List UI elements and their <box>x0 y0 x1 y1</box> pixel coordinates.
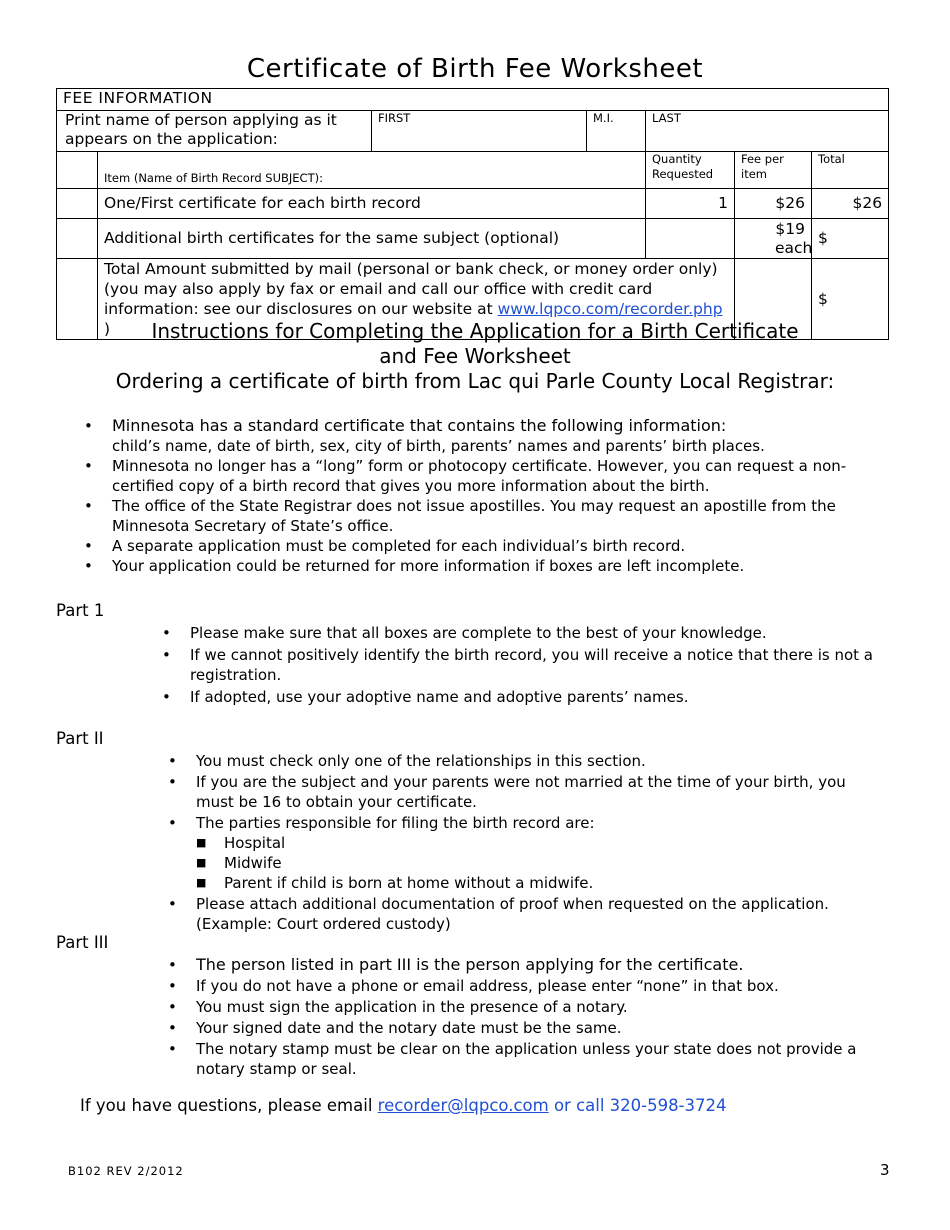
total-cell[interactable]: $26 <box>812 189 889 219</box>
instructions-heading-line2: and Fee Worksheet <box>379 344 571 368</box>
quantity-header: Quantity Requested <box>646 152 735 189</box>
form-revision-id: B102 REV 2/2012 <box>68 1164 184 1178</box>
total-amount-label: Total Amount submitted by mail <box>104 260 352 278</box>
item-cell: Additional birth certificates for the same subject (optional) <box>98 219 646 259</box>
list-item: • Minnesota has a standard certificate that contains the following information: child’s name, date of birth, sex, city of birth, parents’ names and parents’ birth places. <box>84 416 765 455</box>
list-item: ■ Hospital <box>196 834 286 852</box>
list-item: • The notary stamp must be clear on the application unless your state does not provide a notary stamp or seal. <box>168 1040 857 1078</box>
recorder-website-link[interactable]: www.lqpco.com/recorder.php <box>497 300 723 318</box>
item-header: Item (Name of Birth Record SUBJECT): <box>98 152 646 189</box>
part-1-bullet-list <box>162 623 880 707</box>
row-blank-cell <box>57 189 98 219</box>
fee-per-item-header: Fee per item <box>735 152 812 189</box>
middle-initial-field[interactable] <box>587 111 646 152</box>
recorder-email-link[interactable]: recorder@lqpco.com <box>377 1096 549 1115</box>
quantity-cell[interactable] <box>646 219 735 259</box>
fee-cell: $19 each <box>735 219 812 259</box>
part-1-label: Part 1 <box>56 601 105 620</box>
bullet-icon: • <box>168 752 177 770</box>
total-amount-cell: Total Amount submitted by mail (personal or bank check, or money order only) (you may also apply by fax or email and call our office with credit card information: see our disclosures on our website at www.lqpco.com/recorder.php ) <box>98 259 735 340</box>
total-amount-field[interactable]: $ <box>812 259 889 340</box>
header-blank-cell <box>57 152 98 189</box>
bullet-icon: • <box>168 1040 177 1058</box>
bullet-icon: • <box>168 773 177 791</box>
last-name-field[interactable] <box>646 111 889 152</box>
part-3-label: Part III <box>56 933 109 952</box>
part-2-bullet-list <box>168 751 884 934</box>
bullet-icon: • <box>162 688 171 706</box>
total-cell[interactable]: $ <box>812 219 889 259</box>
square-bullet-icon: ■ <box>196 876 207 889</box>
part-3-bullet-list <box>168 955 876 1079</box>
contact-prefix: If you have questions, please email <box>80 1096 378 1115</box>
contact-line <box>80 1096 727 1115</box>
list-item: • The office of the State Registrar does not issue apostilles. You may request an apostille from the Minnesota Secretary of State’s office. <box>84 497 836 535</box>
bullet-icon: • <box>168 895 177 913</box>
instructions-heading-line1: Instructions for Completing the Application for a Birth Certificate <box>151 319 799 343</box>
bullet-icon: • <box>168 1019 177 1037</box>
page-number: 3 <box>880 1161 890 1179</box>
last-name-label: LAST <box>652 111 681 125</box>
contact-phone: or call 320-598-3724 <box>548 1096 727 1115</box>
bullet-icon: • <box>162 624 171 642</box>
bullet-icon: • <box>84 537 93 555</box>
list-item: • Your application could be returned for more information if boxes are left incomplete. <box>84 557 745 575</box>
list-item: • If you do not have a phone or email address, please enter “none” in that box. <box>168 977 779 995</box>
table-row <box>57 189 889 219</box>
page-title: Certificate of Birth Fee Worksheet <box>246 54 704 84</box>
list-item: ■ Parent if child is born at home without a midwife. <box>196 874 594 892</box>
first-name-label: FIRST <box>378 111 411 125</box>
table-row <box>57 219 889 259</box>
list-item: • The parties responsible for filing the birth record are: ■ Hospital ■ Midwife ■ Parent if child is born at home without a midwife. <box>196 813 884 893</box>
bullet-icon: • <box>168 814 177 832</box>
quantity-cell[interactable]: 1 <box>646 189 735 219</box>
list-item: • A separate application must be completed for each individual’s birth record. <box>84 537 686 555</box>
name-prompt: Print name of person applying as it appears on the application: <box>57 111 372 152</box>
list-item: • Your signed date and the notary date must be the same. <box>168 1019 622 1037</box>
total-header: Total <box>812 152 889 189</box>
list-item: • You must check only one of the relationships in this section. <box>168 752 646 770</box>
row-blank-cell <box>57 219 98 259</box>
bullet-icon: • <box>84 557 93 575</box>
part-2-label: Part II <box>56 729 104 748</box>
responsible-parties-list <box>196 833 884 893</box>
bullet-icon: • <box>84 417 93 435</box>
square-bullet-icon: ■ <box>196 856 207 869</box>
square-bullet-icon: ■ <box>196 836 207 849</box>
instructions-heading-line3: Ordering a certificate of birth from Lac qui Parle County Local Registrar: <box>115 369 835 393</box>
list-item: • The person listed in part III is the person applying for the certificate. <box>168 955 744 974</box>
list-item: • Please attach additional documentation of proof when requested on the application. (Example: Court ordered custody) <box>168 895 829 933</box>
intro-bullet-list <box>84 416 852 576</box>
bullet-icon: • <box>162 646 171 664</box>
list-item: • If adopted, use your adoptive name and adoptive parents’ names. <box>162 688 689 706</box>
list-item: • If we cannot positively identify the birth record, you will receive a notice that there is not a registration. <box>162 646 873 684</box>
fee-information-table <box>56 88 889 340</box>
fee-information-label: FEE INFORMATION <box>57 89 889 111</box>
first-name-field[interactable] <box>372 111 587 152</box>
middle-initial-label: M.I. <box>593 111 614 125</box>
bullet-icon: • <box>168 998 177 1016</box>
list-item: • You must sign the application in the presence of a notary. <box>168 998 628 1016</box>
list-item: ■ Midwife <box>196 854 282 872</box>
list-item: • Minnesota no longer has a “long” form or photocopy certificate. However, you can request a non-certified copy of a birth record that gives you more information about the birth. <box>84 457 847 495</box>
bullet-icon: • <box>168 977 177 995</box>
bullet-icon: • <box>84 497 93 515</box>
bullet-icon: • <box>168 956 177 974</box>
fee-cell: $26 <box>735 189 812 219</box>
item-cell: One/First certificate for each birth record <box>98 189 646 219</box>
list-item: • Please make sure that all boxes are complete to the best of your knowledge. <box>162 624 767 642</box>
list-item: • If you are the subject and your parents were not married at the time of your birth, you must be 16 to obtain your certificate. <box>168 773 846 811</box>
bullet-icon: • <box>84 457 93 475</box>
total-amount-note: (personal or bank check, or money order only) (you may also apply by fax or email and call our office with credit card information: see our disclosures on our website at <box>104 260 718 318</box>
